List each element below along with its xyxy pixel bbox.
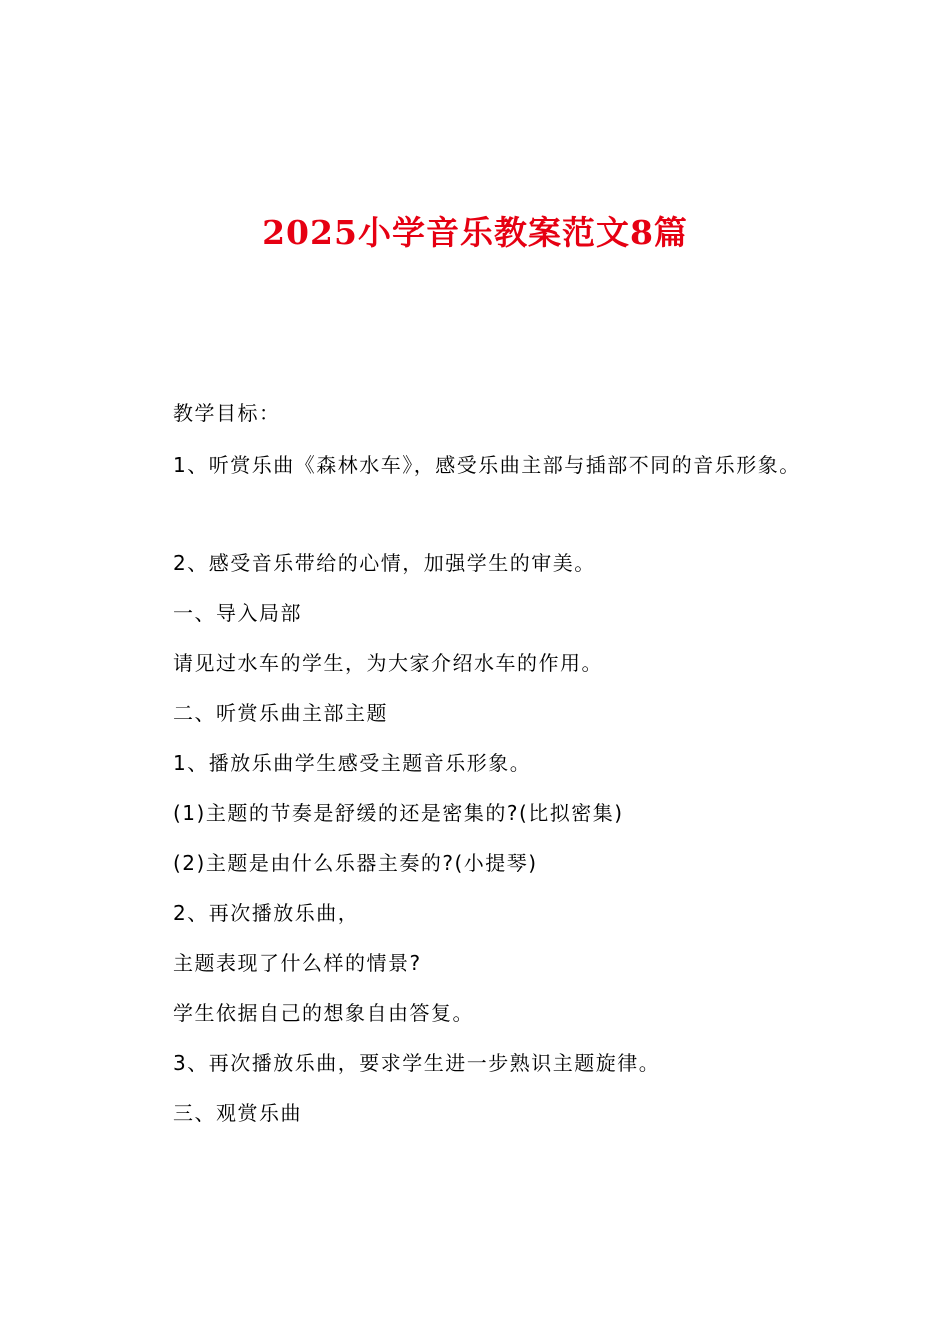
paragraph-text: 请见过水车的学生，为大家介绍水车的作用。 <box>173 651 603 675</box>
paragraph-step-1: 1、播放乐曲学生感受主题音乐形象。 <box>173 751 532 775</box>
paragraph-objective-2: 2、感受音乐带给的心情，加强学生的审美。 <box>173 551 596 575</box>
paragraph-step-2: 2、再次播放乐曲， <box>173 901 360 925</box>
paragraph-question-2: (2)主题是由什么乐器主奏的?(小提琴) <box>173 851 538 875</box>
paragraph-question-1: (1)主题的节奏是舒缓的还是密集的?(比拟密集) <box>173 801 624 825</box>
paragraph-section-2-heading: 二、听赏乐曲主部主题 <box>173 701 388 725</box>
document-title: 2025小学音乐教案范文8篇 <box>262 213 688 252</box>
paragraph-text: 学生依据自己的想象自由答复。 <box>173 1001 474 1025</box>
paragraph-objective-1: 1、听赏乐曲《森林水车》，感受乐曲主部与插部不同的音乐形象。 <box>173 453 801 477</box>
paragraph-text: 主题表现了什么样的情景? <box>173 951 422 975</box>
paragraph-section-3-heading: 三、观赏乐曲 <box>173 1101 302 1125</box>
paragraph-section-1-heading: 一、导入局部 <box>173 601 302 625</box>
paragraph-objectives-heading: 教学目标： <box>173 401 281 425</box>
paragraph-step-3: 3、再次播放乐曲，要求学生进一步熟识主题旋律。 <box>173 1051 661 1075</box>
